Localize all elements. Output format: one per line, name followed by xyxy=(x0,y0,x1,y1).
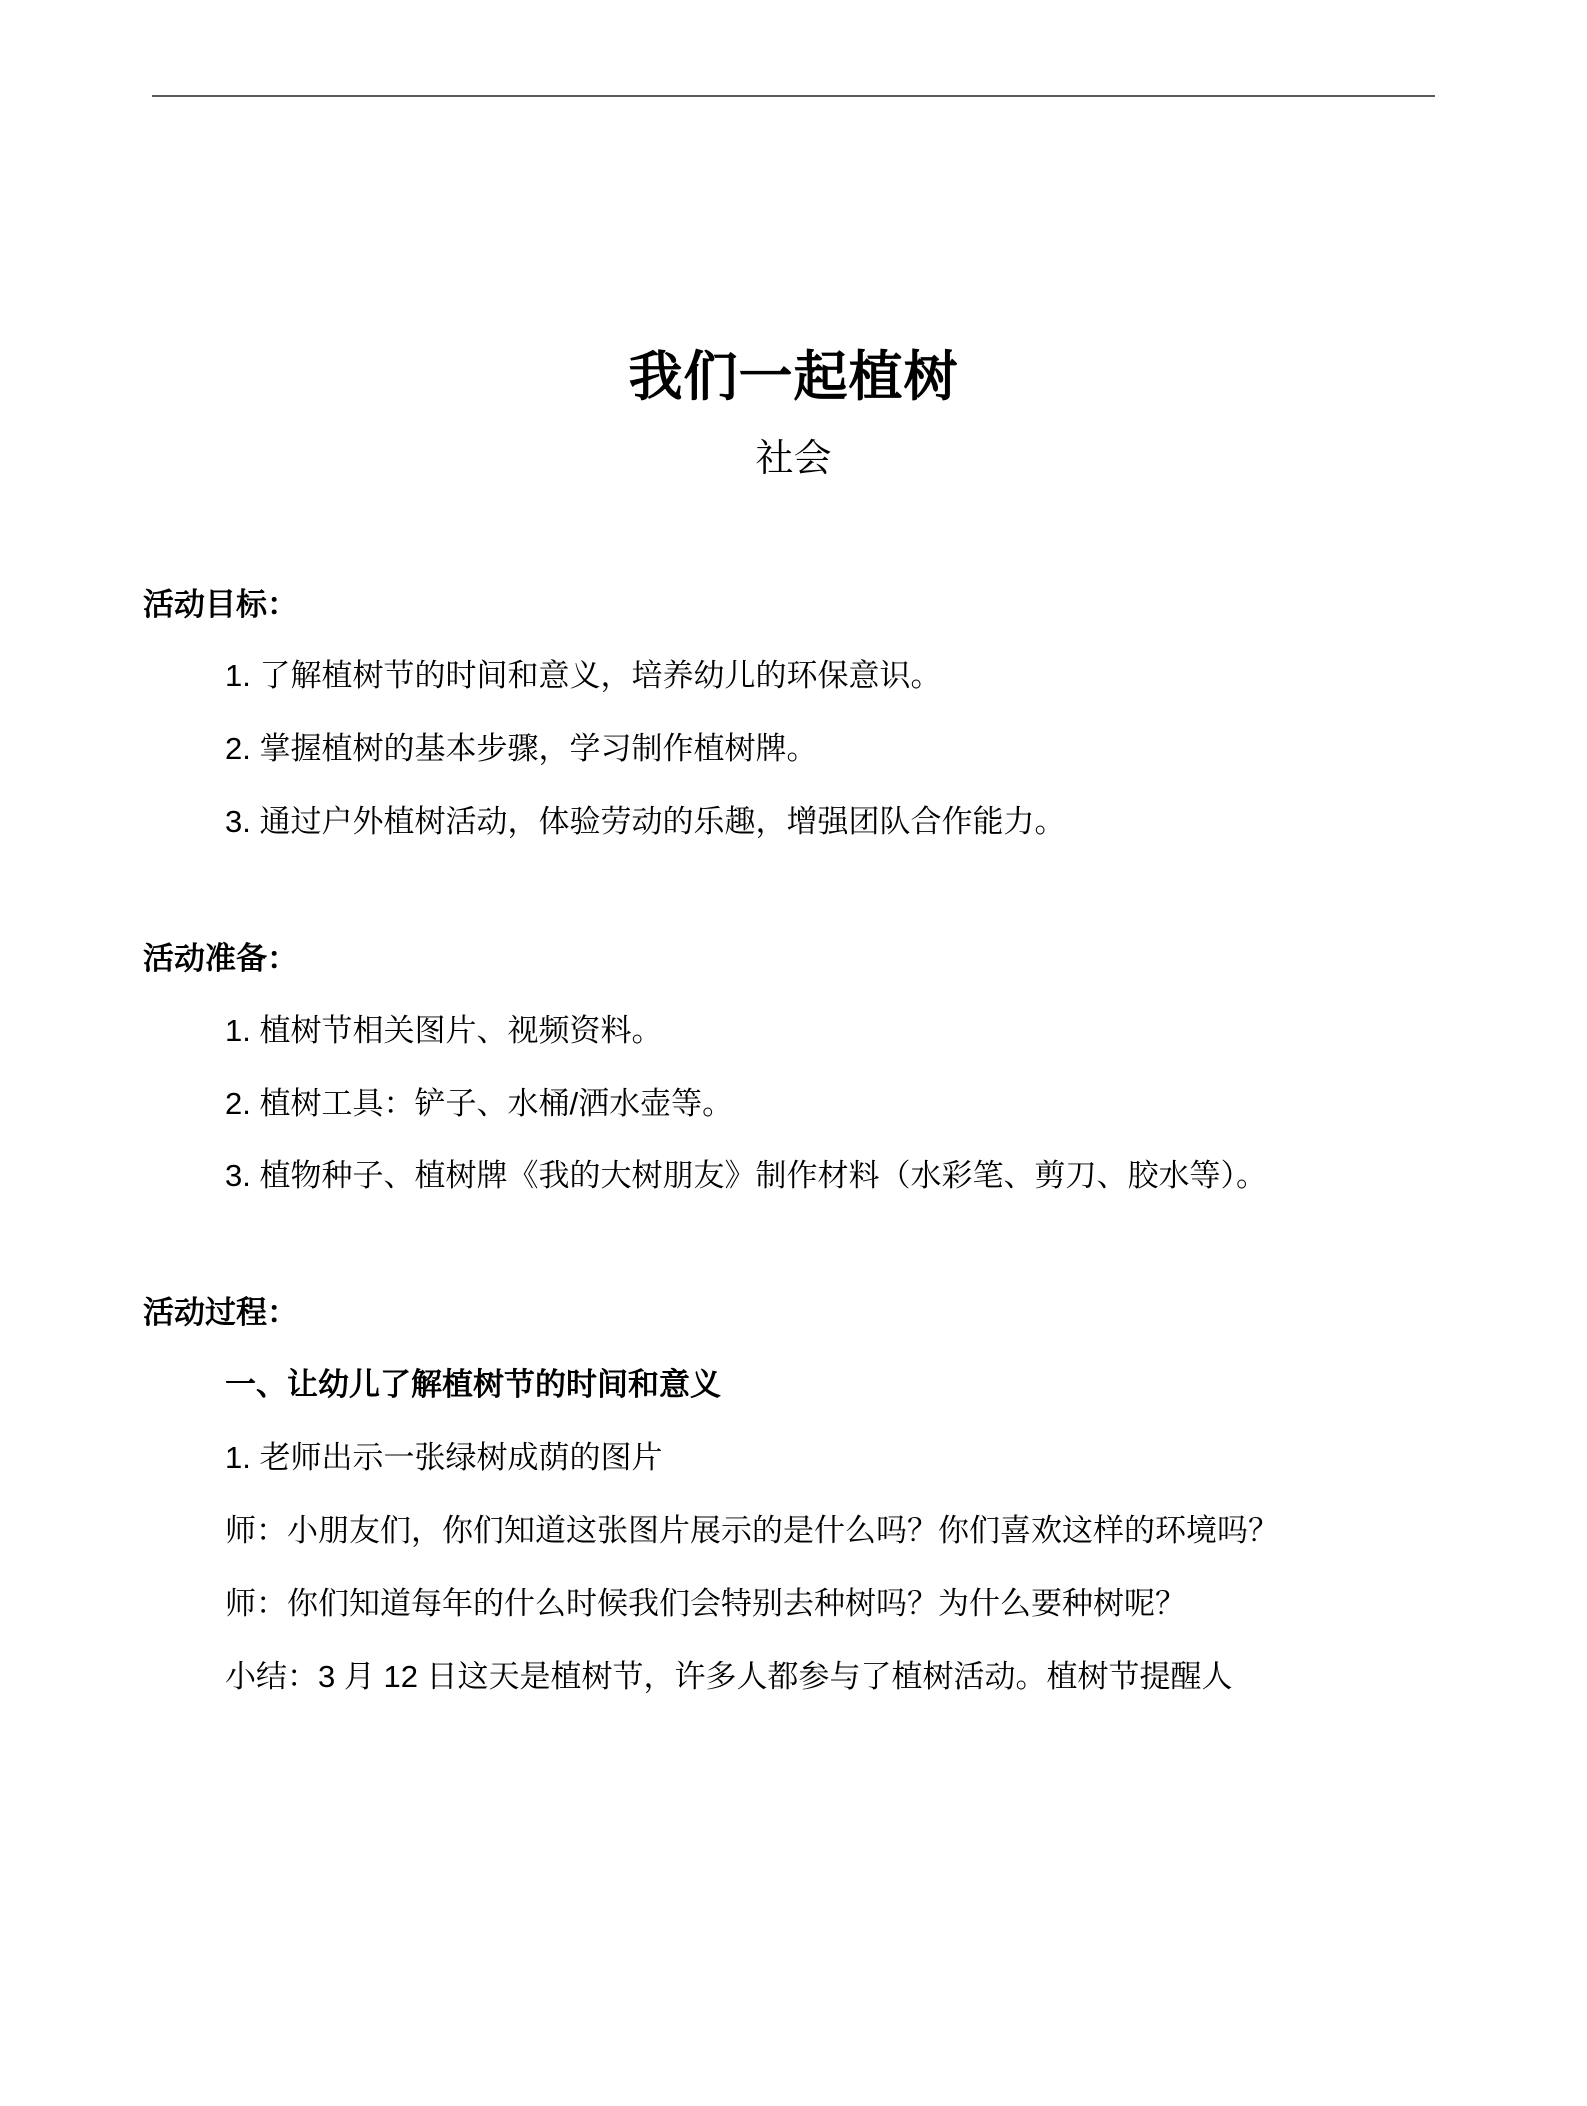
spacer xyxy=(0,1408,1587,1436)
list-item: 2. 掌握植树的基本步骤，学习制作植树牌。 xyxy=(225,731,818,767)
spacer xyxy=(0,772,1587,800)
page-subtitle: 社会 xyxy=(755,438,832,481)
section-heading-preparation: 活动准备： xyxy=(143,941,298,977)
spacer xyxy=(0,699,1587,727)
spacer xyxy=(0,483,1587,583)
spacer xyxy=(0,1554,1587,1582)
dialogue-line: 师：你们知道每年的什么时候我们会特别去种树吗？为什么要种树呢？ xyxy=(225,1585,1186,1621)
spacer xyxy=(0,1481,1587,1509)
list-item: 2. 植树工具：铲子、水桶/洒水壶等。 xyxy=(225,1085,734,1121)
section-heading-objectives: 活动目标： xyxy=(143,586,298,622)
spacer xyxy=(0,1627,1587,1655)
list-item: 3. 植物种子、植树牌《我的大树朋友》制作材料（水彩笔、剪刀、胶水等）。 xyxy=(225,1158,1267,1194)
subsection-heading-part-one: 一、让幼儿了解植树节的时间和意义 xyxy=(225,1366,721,1402)
spacer xyxy=(0,1126,1587,1154)
spacer xyxy=(0,1054,1587,1082)
section-heading-process: 活动过程： xyxy=(143,1295,298,1331)
section-activity-preparation xyxy=(0,937,1587,1199)
page-title: 我们一起植树 xyxy=(628,347,959,407)
list-item: 3. 通过户外植树活动，体验劳动的乐趣，增强团队合作能力。 xyxy=(225,804,1066,840)
summary-line: 小结：3 月 12 日这天是植树节，许多人都参与了植树活动。植树节提醒人 xyxy=(225,1658,1233,1694)
spacer xyxy=(0,845,1587,937)
list-item: 1. 老师出示一张绿树成荫的图片 xyxy=(225,1439,663,1475)
list-item: 1. 植树节相关图片、视频资料。 xyxy=(225,1012,663,1048)
list-item: 1. 了解植树节的时间和意义，培养幼儿的环保意识。 xyxy=(225,658,942,694)
dialogue-line: 师：小朋友们，你们知道这张图片展示的是什么吗？你们喜欢这样的环境吗？ xyxy=(225,1512,1279,1548)
spacer xyxy=(0,1199,1587,1291)
spacer xyxy=(0,626,1587,654)
section-activity-objectives xyxy=(0,583,1587,845)
spacer xyxy=(0,981,1587,1009)
spacer xyxy=(0,1335,1587,1363)
section-activity-process xyxy=(0,1291,1587,1699)
